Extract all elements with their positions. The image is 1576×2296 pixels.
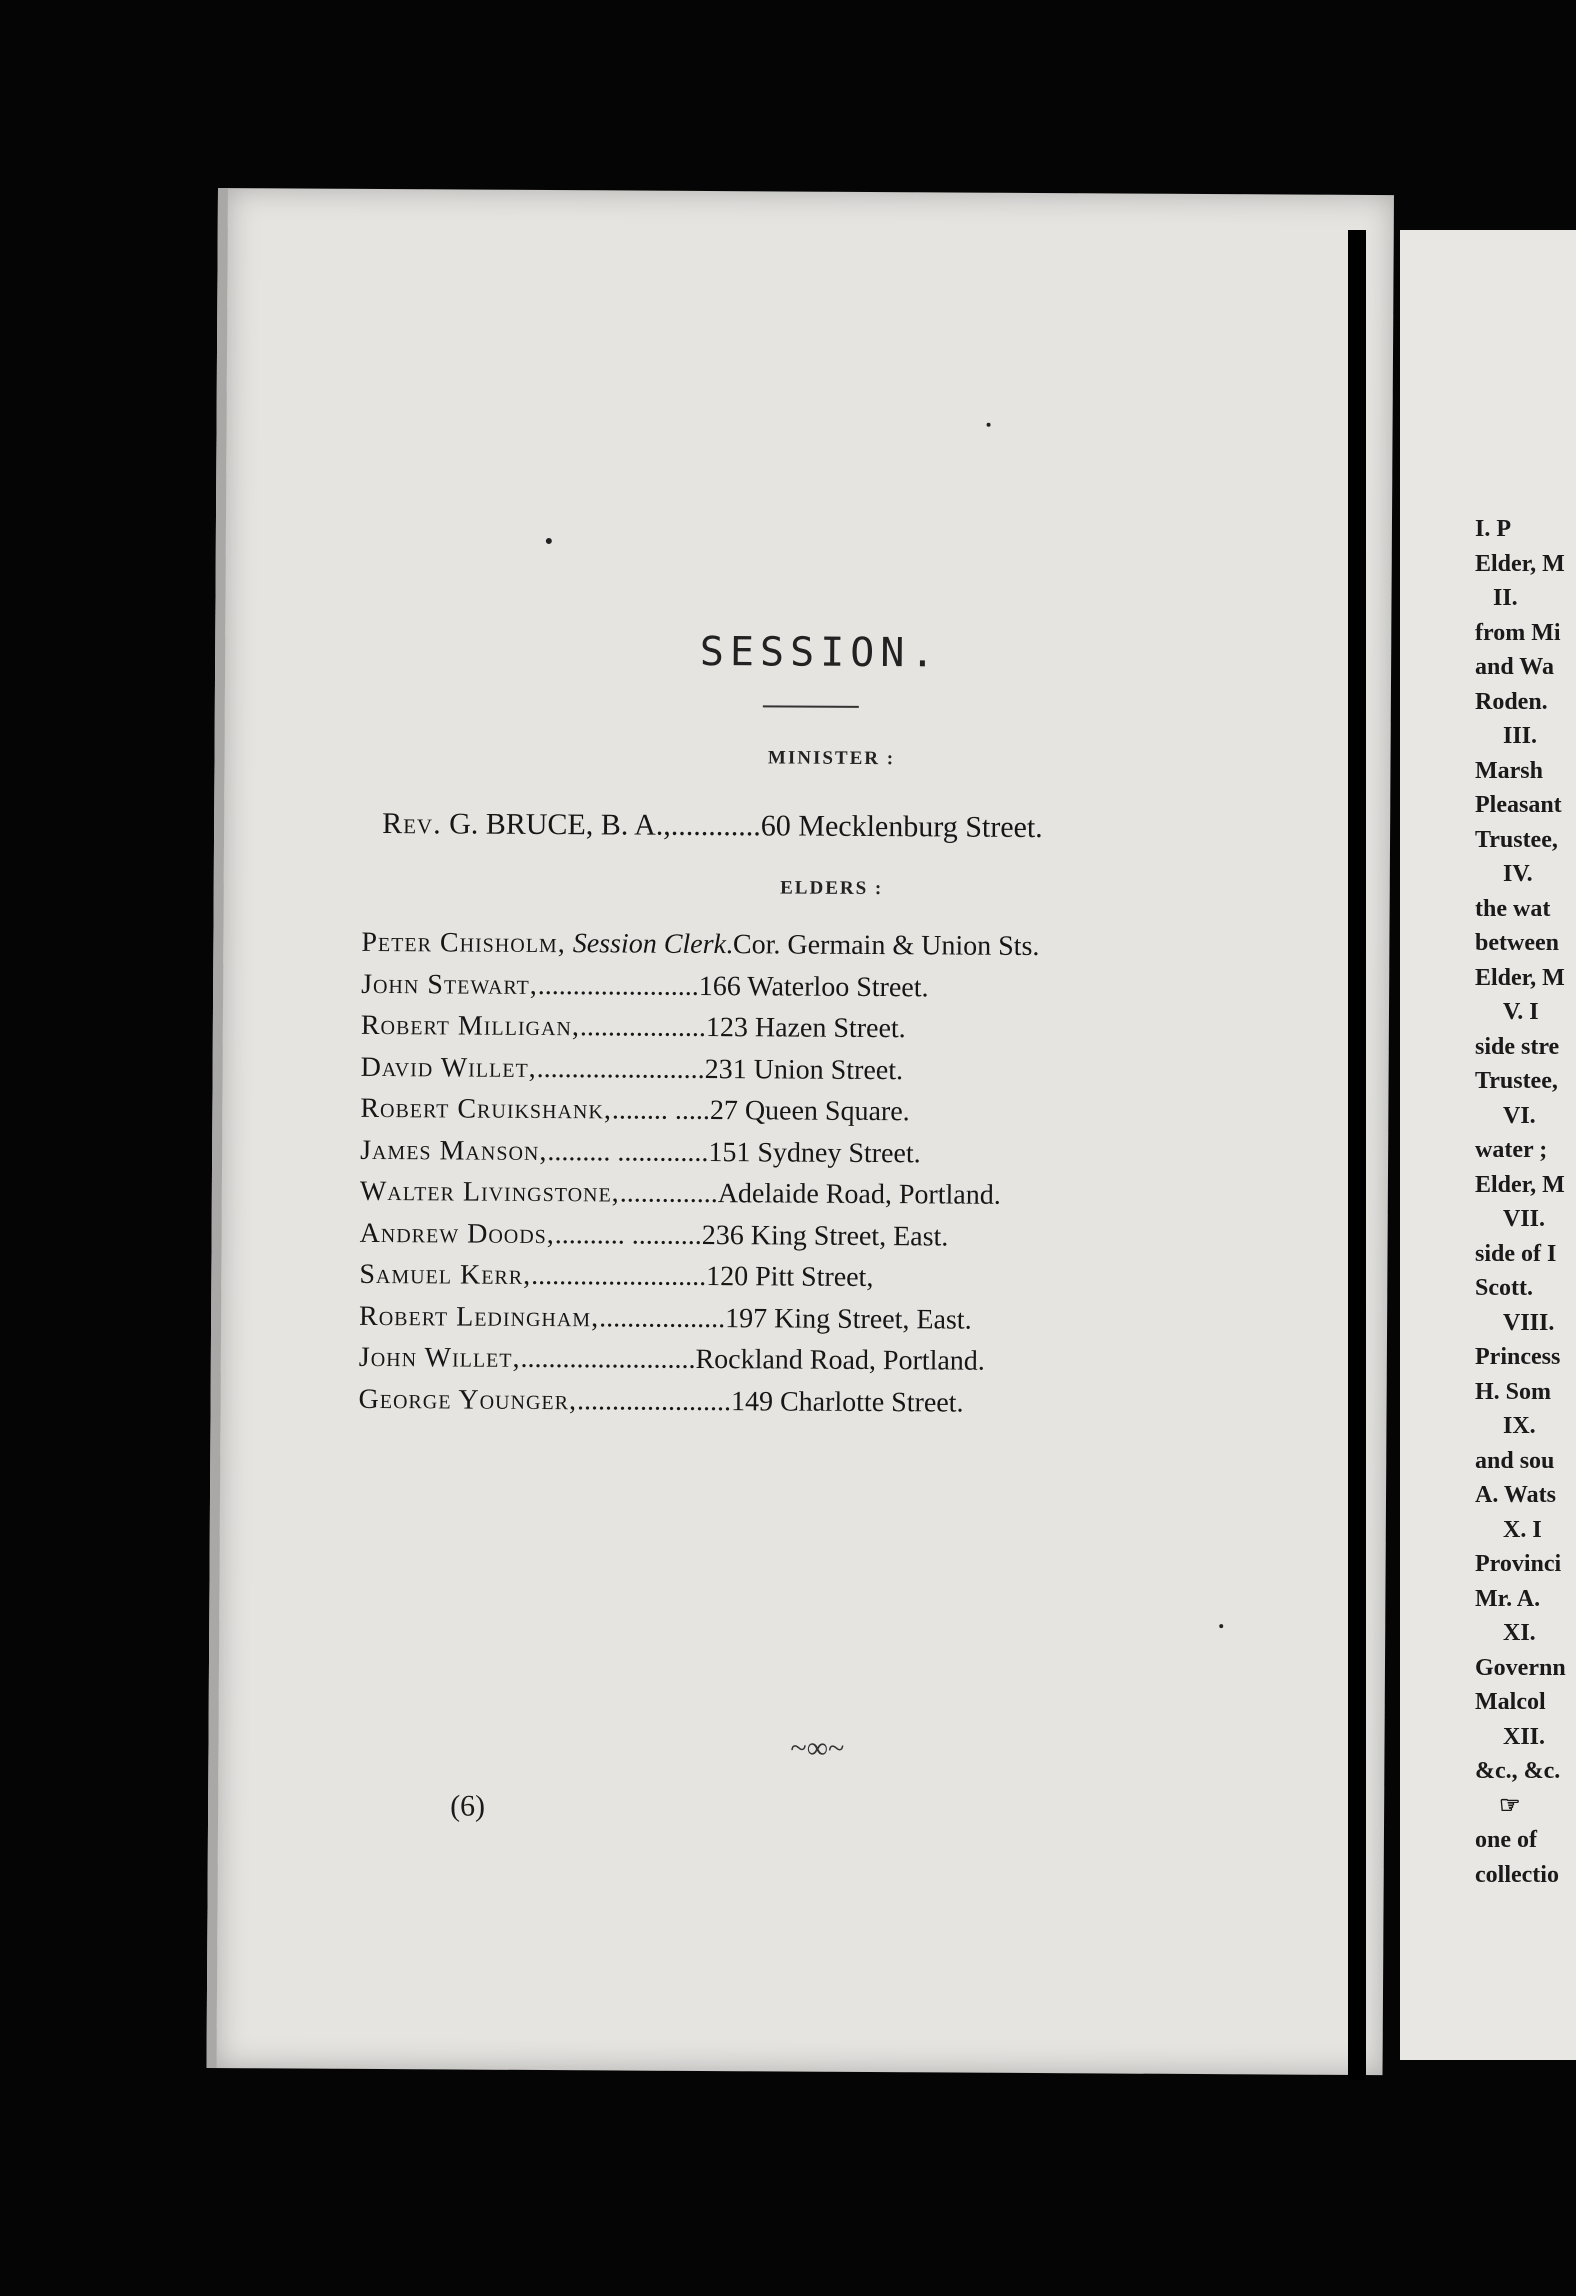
- elders-heading: ELDERS :: [780, 877, 884, 900]
- ink-speck: [987, 423, 991, 427]
- minister-prefix: Rev.: [382, 807, 442, 841]
- minister-name: G. BRUCE, B. A.,: [449, 807, 671, 842]
- elder-leader: .......... ..........: [554, 1218, 702, 1251]
- elder-row: [361, 927, 1394, 975]
- elder-name: Samuel Kerr,: [359, 1258, 532, 1291]
- elder-address: Cor. Germain & Union Sts.: [732, 929, 1040, 963]
- elder-row: [360, 1134, 1394, 1182]
- title-rule: [763, 705, 859, 708]
- elder-name: Walter Livingstone,: [359, 1175, 620, 1209]
- elder-name: John Willet,: [358, 1341, 521, 1374]
- facing-line: XI.: [1503, 1620, 1536, 1646]
- elder-address: Adelaide Road, Portland.: [717, 1178, 1001, 1211]
- facing-line: Princess: [1475, 1344, 1561, 1370]
- facing-line: Scott.: [1475, 1275, 1533, 1301]
- elder-leader: ..................: [579, 1011, 706, 1043]
- elder-address: 236 King Street, East.: [701, 1219, 949, 1252]
- book-gutter: [1348, 230, 1366, 2080]
- facing-line: Trustee,: [1475, 826, 1558, 853]
- facing-line: &c., &c.: [1475, 1758, 1561, 1784]
- facing-line: and sou: [1475, 1447, 1555, 1474]
- facing-page: [1400, 230, 1576, 2060]
- pointing-hand-icon: ☞: [1499, 1792, 1521, 1819]
- elder-address: 197 King Street, East.: [725, 1302, 972, 1336]
- elder-name: George Younger,: [358, 1383, 578, 1416]
- elder-row: [360, 1093, 1394, 1141]
- elder-leader: ......................: [576, 1384, 732, 1417]
- facing-line: V. I: [1503, 999, 1539, 1025]
- elder-name: David Willet,: [360, 1051, 537, 1084]
- elder-leader: .: [725, 929, 734, 961]
- elder-address: 231 Union Street.: [704, 1053, 904, 1086]
- elder-leader: .........................: [520, 1342, 696, 1375]
- facing-line: VII.: [1503, 1206, 1546, 1232]
- elder-role: Session Clerk: [572, 928, 727, 961]
- facing-line: XII.: [1503, 1723, 1546, 1750]
- ink-speck: [546, 538, 552, 544]
- elder-address: 123 Hazen Street.: [705, 1011, 906, 1045]
- facing-line: and Wa: [1475, 654, 1554, 680]
- elder-name: Robert Cruikshank,: [360, 1092, 612, 1126]
- elder-row: [359, 1342, 1394, 1390]
- elder-leader: ......... .............: [547, 1135, 709, 1168]
- facing-line: II.: [1493, 585, 1518, 611]
- elder-leader: ..............: [619, 1177, 718, 1210]
- facing-line: Elder, M: [1475, 964, 1565, 991]
- facing-line: VI.: [1503, 1102, 1536, 1129]
- elder-leader: ..................: [599, 1301, 726, 1334]
- elder-leader: .......................: [537, 969, 699, 1002]
- elder-name: James Manson,: [360, 1134, 548, 1167]
- facing-line: Marsh: [1475, 757, 1543, 784]
- ink-speck: [1219, 1624, 1223, 1628]
- facing-line: I. P: [1475, 516, 1511, 542]
- elder-name: Robert Ledingham,: [359, 1300, 600, 1333]
- facing-line: Elder, M: [1475, 1171, 1565, 1198]
- facing-line: Elder, M: [1475, 550, 1565, 577]
- facing-line: IV.: [1503, 861, 1533, 887]
- facing-line: the wat: [1475, 895, 1551, 922]
- facing-line: Roden.: [1475, 688, 1548, 715]
- elders-list: [358, 927, 1394, 1431]
- elder-row: [358, 1383, 1394, 1431]
- facing-line: X. I: [1503, 1516, 1542, 1543]
- elder-name: Robert Milligan,: [360, 1009, 580, 1043]
- elder-row: [361, 968, 1394, 1016]
- elder-row: [359, 1259, 1394, 1307]
- elder-address: 166 Waterloo Street.: [698, 970, 929, 1003]
- facing-line: side stre: [1475, 1033, 1560, 1060]
- facing-line: H. Som: [1475, 1378, 1552, 1405]
- page-number: (6): [450, 1789, 486, 1823]
- facing-line: water ;: [1475, 1137, 1548, 1163]
- minister-leader: ............: [670, 808, 761, 843]
- facing-line: Pleasant: [1475, 792, 1562, 818]
- elder-address: 149 Charlotte Street.: [730, 1385, 964, 1419]
- elder-row: [360, 1176, 1394, 1224]
- elder-address: 120 Pitt Street,: [706, 1261, 874, 1294]
- elder-row: [360, 1051, 1394, 1099]
- facing-line: from Mi: [1475, 619, 1561, 646]
- facing-line: III.: [1503, 723, 1538, 749]
- elder-row: [359, 1300, 1394, 1348]
- minister-entry: [382, 807, 1382, 847]
- elder-name: Peter Chisholm,: [361, 926, 566, 960]
- facing-line: side of I: [1475, 1240, 1557, 1267]
- facing-line: IX.: [1503, 1413, 1536, 1439]
- minister-address: 60 Mecklenburg Street.: [760, 809, 1043, 845]
- minister-heading: MINISTER :: [767, 747, 896, 770]
- elder-address: 27 Queen Square.: [709, 1095, 910, 1128]
- elder-address: Rockland Road, Portland.: [695, 1343, 985, 1377]
- elder-address: 151 Sydney Street.: [708, 1136, 921, 1169]
- facing-line: VIII.: [1503, 1309, 1555, 1336]
- elder-leader: ........................: [536, 1052, 705, 1085]
- facing-line: Mr. A.: [1475, 1585, 1541, 1612]
- facing-line: A. Wats: [1475, 1482, 1556, 1508]
- facing-line: Malcol: [1475, 1689, 1546, 1715]
- facing-line: Governn: [1475, 1654, 1566, 1681]
- elder-row: [359, 1217, 1394, 1265]
- facing-line: Trustee,: [1475, 1068, 1558, 1094]
- ornament: ~∞~: [790, 1731, 845, 1765]
- elder-leader: ........ .....: [611, 1094, 710, 1127]
- elder-name: John Stewart,: [361, 968, 538, 1001]
- facing-page-text: [1475, 512, 1576, 1892]
- page-title: SESSION.: [699, 628, 941, 677]
- facing-line: Provinci: [1475, 1551, 1562, 1577]
- facing-line: collectio: [1475, 1861, 1559, 1888]
- elder-row: [361, 1010, 1394, 1058]
- elder-name: Andrew Doods,: [359, 1217, 555, 1250]
- facing-line: one of: [1475, 1827, 1537, 1853]
- elder-leader: .........................: [531, 1259, 707, 1293]
- facing-line: between: [1475, 930, 1559, 956]
- left-page: [207, 188, 1394, 2075]
